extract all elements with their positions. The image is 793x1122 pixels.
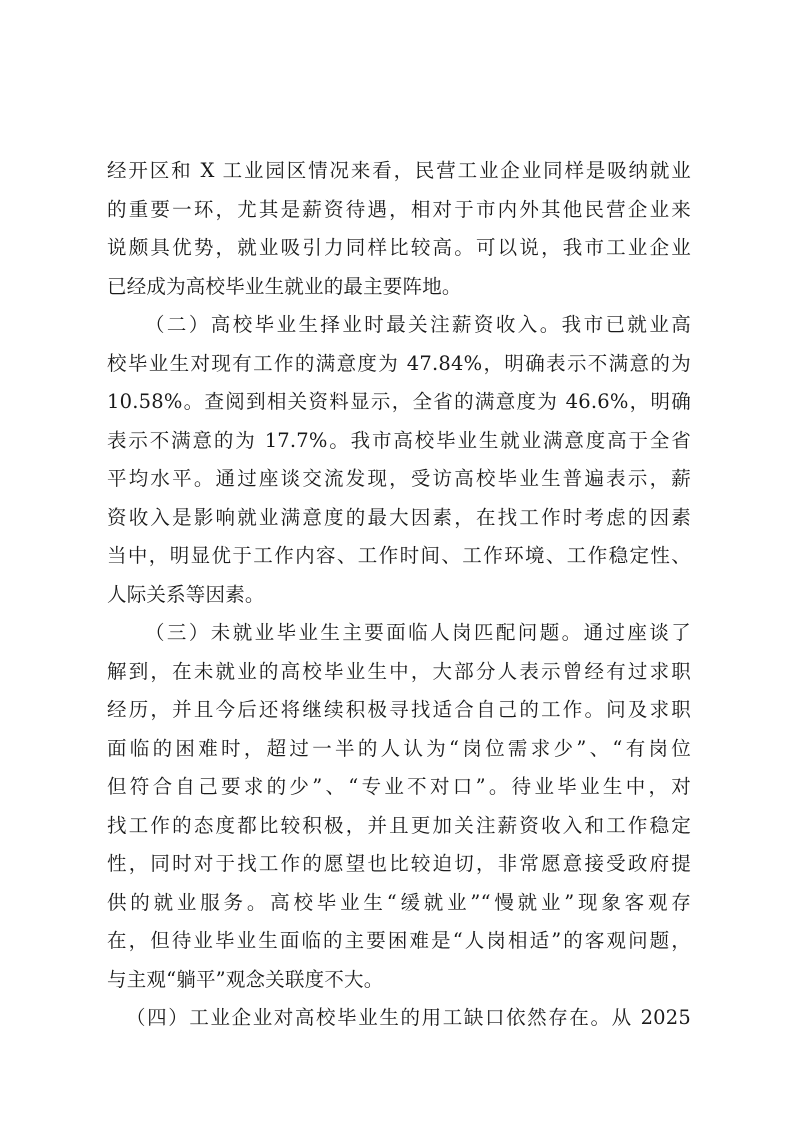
text-line: 与主观“躺平”观念关联度不大。 — [107, 967, 384, 991]
text-line: 10.58%。查阅到相关资料显示，全省的满意度为 46.6%，明确 — [107, 390, 691, 413]
text-line: 校毕业生对现有工作的满意度为 47.84%，明确表示不满意的为 — [107, 351, 691, 375]
text-line: 已经成为高校毕业生就业的最主要阵地。 — [107, 274, 462, 298]
paragraph-employment-attraction — [107, 152, 691, 306]
text-line: 解到，在未就业的高校毕业生中，大部分人表示曾经有过求职 — [107, 659, 691, 683]
text-line: 当中，明显优于工作内容、工作时间、工作环境、工作稳定性、 — [107, 544, 691, 567]
paragraph-labor-gap — [107, 999, 691, 1038]
text-line: 人际关系等因素。 — [107, 582, 265, 606]
section-heading-line: （四）工业企业对高校毕业生的用工缺口依然存在。从 2025 — [126, 1006, 691, 1029]
text-line: 经开区和 X 工业园区情况来看，民营工业企业同样是吸纳就业 — [107, 159, 691, 182]
text-line: 找工作的态度都比较积极，并且更加关注薪资收入和工作稳定 — [107, 813, 691, 837]
document-body — [107, 152, 691, 1038]
text-line: 但符合自己要求的少”、“专业不对口”。待业毕业生中，对 — [107, 775, 691, 798]
text-line: 性，同时对于找工作的愿望也比较迫切，非常愿意接受政府提 — [107, 852, 691, 875]
section-heading-line: （二）高校毕业生择业时最关注薪资收入。我市已就业高 — [145, 313, 691, 336]
text-line: 的重要一环，尤其是薪资待遇，相对于市内外其他民营企业来 — [107, 197, 691, 221]
text-line: 资收入是影响就业满意度的最大因素，在找工作时考虑的因素 — [107, 505, 691, 529]
text-line: 在，但待业毕业生面临的主要困难是“人岗相适”的客观问题， — [107, 929, 691, 952]
section-heading-line: （三）未就业毕业生主要面临人岗匹配问题。通过座谈了 — [145, 621, 691, 644]
text-line: 面临的困难时，超过一半的人认为“岗位需求少”、“有岗位 — [107, 736, 691, 760]
text-line: 说颇具优势，就业吸引力同样比较高。可以说，我市工业企业 — [107, 236, 691, 259]
text-line: 经历，并且今后还将继续积极寻找适合自己的工作。问及求职 — [107, 698, 691, 721]
paragraph-job-matching — [107, 614, 691, 999]
text-line: 供的就业服务。高校毕业生“缓就业”“慢就业”现象客观存 — [107, 890, 691, 914]
text-line: 表示不满意的为 17.7%。我市高校毕业生就业满意度高于全省 — [107, 428, 691, 452]
paragraph-salary-focus — [107, 306, 691, 614]
text-line: 平均水平。通过座谈交流发现，受访高校毕业生普遍表示，薪 — [107, 467, 691, 490]
